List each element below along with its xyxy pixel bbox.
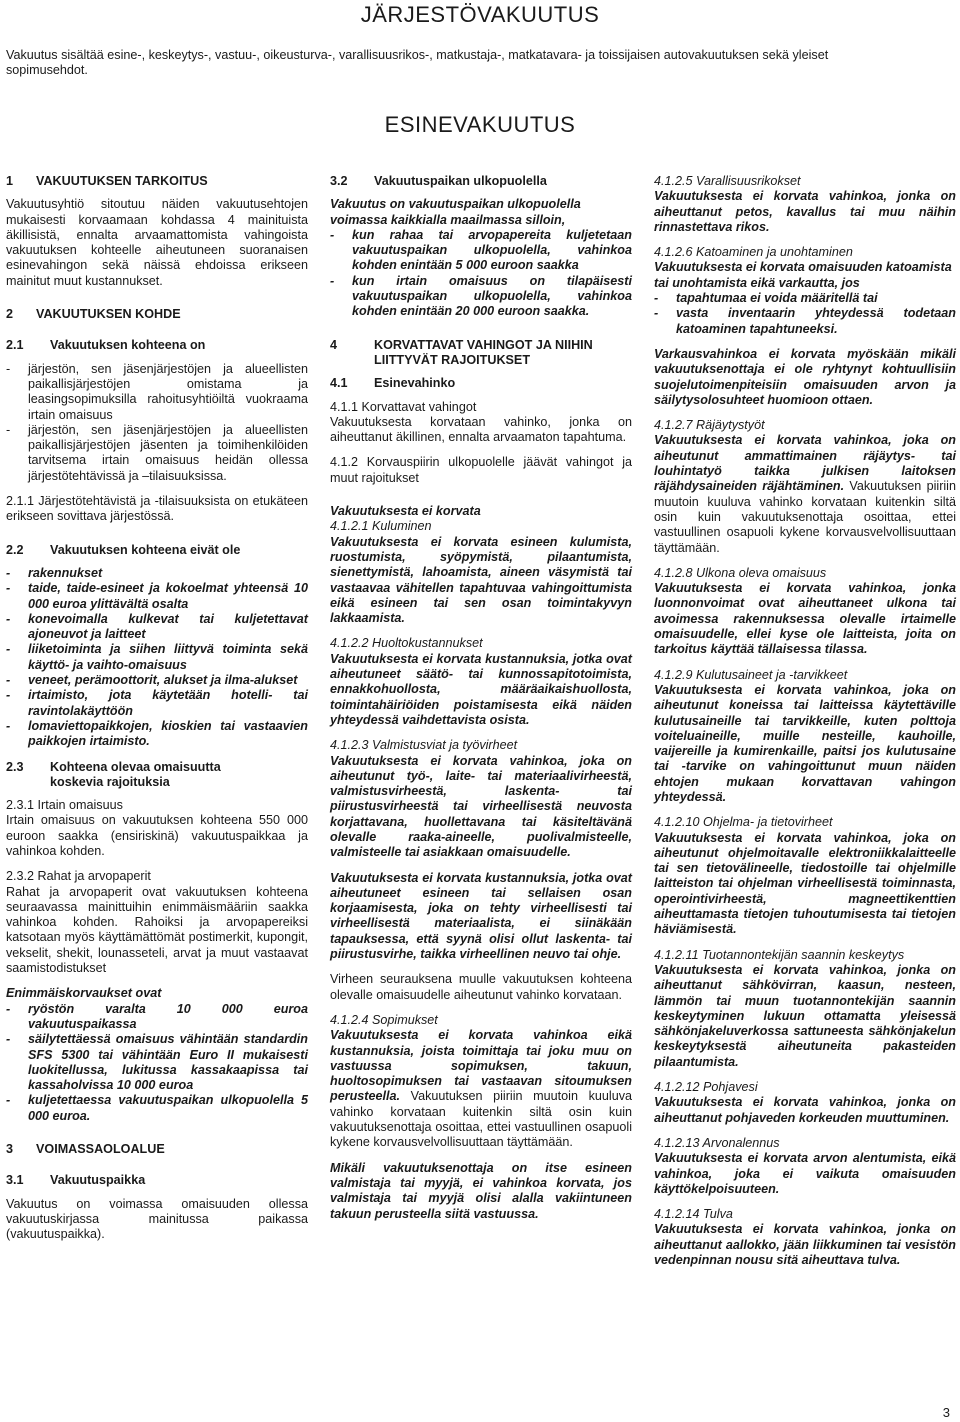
clause-4-1-2-10-heading: 4.1.2.10 Ohjelma- ja tietovirheet — [654, 815, 833, 830]
intro-text: Vakuutus sisältää esine-, keskeytys-, vastuu-, oikeusturva-, varallisuusrikos-, matkustaja-, matkatavara- ja toissijaisen autovakuutuksen sekä yleiset sopimusehdot. — [6, 48, 829, 77]
clause-2-3-2-heading: 2.3.2 Rahat ja arvopaperit — [6, 869, 151, 884]
clause-2-1-1: 2.1.1 Järjestötehtävistä ja -tilaisuuksista on etukäteen erikseen sovittava järjestössä. — [6, 494, 308, 524]
heading-3-1: 3.1 Vakuutuspaikka — [6, 1173, 146, 1188]
list-item: - vasta inventaarin yhteydessä todetaan katoaminen tapahtuneeksi. — [654, 306, 956, 337]
clause-4-1-2-2-text: Vakuutuksesta ei korvata kustannuksia, jotka ovat aiheutuneet säätö- tai kunnossapitotoimista, ennakkohuollosta, määräaikaishuollosta, toimintahäiriöiden poistamisesta eikä näiden yhteydessä vaihdettavista osista. — [330, 651, 632, 727]
list-item: - kun irtain omaisuus on tilapäisesti vakuutuspaikan ulkopuolella, vahinkoa kohden enintään 20 000 euroon saakka. — [330, 274, 632, 320]
page-number: 3 — [942, 1405, 950, 1420]
clause-4-1-2-14-heading: 4.1.2.14 Tulva — [654, 1207, 733, 1222]
list-item: - liiketoiminta ja siihen liittyvä toiminta sekä käyttö- ja vaihto-omaisuus — [6, 642, 308, 673]
clause-4-1-2-3-text-2: Vakuutuksesta ei korvata kustannuksia, jotka ovat aiheutuneet esineen tai sellaisen osan korjaamisesta, joka on tehty virheellisesti tai virheellisestä materiaalista, ei siinäkään tapauksessa, että syynä olisi ollut laskenta- tai piirustusvirhe, taikka virheellinen neuvo tai ohje. — [330, 870, 632, 962]
clause-2-3-1-heading: 2.3.1 Irtain omaisuus — [6, 798, 123, 813]
loss-list — [654, 291, 956, 337]
clause-4-1-2-11-heading: 4.1.2.11 Tuotannontekijän saannin keskeytys — [654, 947, 905, 962]
clause-4-1-2-13-text: Vakuutuksesta ei korvata arvon alentumista, eikä vahinkoa, joka ei vaikuta omaisuuden käyttökelpoisuuteen. — [654, 1151, 956, 1196]
clause-4-1-1-text: Vakuutuksesta korvataan vahinko, jonka on aiheuttanut äkillinen, ennalta arvaamaton tapahtuma. — [330, 414, 632, 445]
clause-4-1-2-7-heading: 4.1.2.7 Räjäytystyöt — [654, 418, 765, 433]
clause-4-1-2-8-text: Vakuutuksesta ei korvata vahinkoa, jonka luonnonvoimat ovat aiheuttaneet ulkona tai avoimessa rakennuksessa olevalle irtaimelle omaisuudelle, ellei kyse ole laitteista, joita on tarkoitus käyttää tällaisessa tilassa. — [654, 581, 956, 657]
section-title: ESINEVAKUUTUS — [384, 112, 576, 137]
list-item: - järjestön, sen jäsenjärjestöjen ja alueellisten paikallisjärjestöjen jäsenten ja toimihenkilöiden tarvitsema irtain omaisuus heidän ollessa järjestötehtävissä ja –tilaisuuksissa. — [6, 423, 308, 484]
insured-objects-list — [6, 362, 308, 484]
list-item: - konevoimalla kulkevat tai kuljetettavat ajoneuvot ja laitteet — [6, 612, 308, 643]
list-item: - ryöstön varalta 10 000 euroa vakuutuspaikassa — [6, 1002, 308, 1033]
clause-4-1-2-7-text: Vakuutuksesta ei korvata vahinkoa, joka on aiheutunut ammattimainen räjäytys- tai louhintatyö taikka julkisen laitoksen räjähdysaineiden räjähtäminen. Vakuutuksen piiriin muutoin kuuluva vahinko korvataan kuitenkin siltä osin kuin vakuutuksenottaja osoittaa, ettei vastuullinen osapuoli kykene korvausvelvollisuuttaan täyttämään. — [654, 433, 956, 555]
heading-2-3: 2.3 Kohteena olevaa omaisuutta koskevia rajoituksia — [6, 759, 221, 789]
clause-4-1-2-3-text: Vakuutuksesta ei korvata vahinkoa, joka on aiheutunut työ-, laite- tai materiaalivirheestä, valmistusvirheestä, laskenta- tai piirustusvirheestä tai virheellisestä neuvosta korjattavana, huollettavana tai käsiteltävänä olevalle raaka-aineelle, puolivalmisteelle, valmisteelle tai asiakkaan omaisuudelle. — [330, 753, 632, 860]
excluded-objects-list — [6, 566, 308, 750]
clause-4-1-2-5-heading: 4.1.2.5 Varallisuusrikokset — [654, 174, 801, 188]
clause-4-1-2-3-heading: 4.1.2.3 Valmistusviat ja työvirheet — [330, 738, 518, 753]
heading-4: 4 KORVATTAVAT VAHINGOT JA NIIHIN LIITTYVÄT RAJOITUKSET — [330, 337, 593, 367]
heading-1: 1 VAKUUTUKSEN TARKOITUS — [6, 174, 208, 188]
clause-2-3-1-text: Irtain omaisuus on vakuutuksen kohteena 550 000 euroon saakka (ensiriskinä) vakuutuspaikkaa ja vahinkoa kohden. — [6, 813, 308, 858]
clause-4-1-2-3-text-3: Virheen seurauksena muulle vakuutuksen kohteena olevalle omaisuudelle aiheutunut vahinko korvataan. — [330, 972, 632, 1002]
clause-4-1-2-4-heading: 4.1.2.4 Sopimukset — [330, 1012, 438, 1027]
list-item: - taide, taide-esineet ja kokoelmat yhteensä 10 000 euroa ylittävältä osalta — [6, 581, 308, 612]
clause-3-1-text: Vakuutus on voimassa omaisuuden ollessa vakuutuskirjassa mainitussa paikassa (vakuutuspaikka). — [6, 1196, 308, 1242]
clause-4-1-2-text: 4.1.2 Korvauspiirin ulkopuolelle jäävät vahingot ja muut rajoitukset — [330, 455, 632, 485]
list-item: - rakennukset — [6, 566, 308, 581]
clause-4-1-2-5-text: Vakuutuksesta ei korvata vahinkoa, jonka on aiheuttanut petos, kavallus tai muu näihin rinnastettava rikos. — [654, 189, 956, 234]
list-item: - kun rahaa tai arvopapereita kuljetetaan vakuutuspaikan ulkopuolella, vahinkoa kohden enintään 5 000 euroon saakka — [330, 228, 632, 274]
list-item: - kuljetettaessa vakuutuspaikan ulkopuolella 5 000 euroa. — [6, 1093, 308, 1124]
heading-4-1: 4.1 Esinevahinko — [330, 376, 456, 391]
clause-4-1-2-1-heading: 4.1.2.1 Kuluminen — [330, 519, 432, 534]
clause-3-2-lead: Vakuutus on vakuutuspaikan ulkopuolella voimassa kaikkialla maailmassa silloin, — [330, 197, 581, 227]
clause-4-1-2-9-text: Vakuutuksesta ei korvata vahinkoa, joka on aiheutunut koneissa tai laitteissa käytettäville kulutusaineille tai tarvikkeille, kuten polttoja voiteluaineille, muille nesteille, kauhoille, vaijereille ja kumirenkaille, paitsi jos kulutusaine tai -tarvike on vahingoittunut muun näiden ehtojen mukaan korvattavan vahingon yhteydessä. — [654, 682, 956, 804]
clause-4-1-2-4-text-2: Mikäli vakuutuksenottaja on itse esineen valmistaja tai myyjä, ei vahinkoa korvata, jos valmistaja tai myyjä olisi alalla vakiintuneen takuun perusteella siitä vastuussa. — [330, 1160, 632, 1221]
clause-4-1-2-10-text: Vakuutuksesta ei korvata vahinkoa, joka on aiheutunut ohjelmoitavalle elektroniikkalaitteelle tai sen tietovälineelle, tiedostoille tai ohjelmille laitteiston tai ohjelman virheellisestä toiminnasta, operointivirheestä, magneettikenttien aiheuttamasta tietojen tuhoutumisesta tai tietojen häviämisestä. — [654, 830, 956, 937]
heading-2-2: 2.2 Vakuutuksen kohteena eivät ole — [6, 542, 241, 557]
clause-4-1-1-heading: 4.1.1 Korvattavat vahingot — [330, 399, 477, 414]
clause-4-1-2-14-text: Vakuutuksesta ei korvata vahinkoa, jonka on aiheuttanut aallokko, jään liikkuminen tai vesistön vedenpinnan nousu sitä aiheuttava tulva. — [654, 1222, 956, 1267]
column-2 — [330, 174, 632, 1232]
max-compensation-heading: Enimmäiskorvaukset ovat — [6, 986, 162, 1001]
clause-4-1-2-9-heading: 4.1.2.9 Kulutusaineet ja -tarvikkeet — [654, 667, 848, 682]
not-compensated-heading: Vakuutuksesta ei korvata — [330, 504, 481, 519]
list-item: - säilytettäessä omaisuus vähintään standardin SFS 5300 tai vähintään Euro II mukaisesti luokitellussa, lukitussa kassakaapissa tai kassaholvissa 10 000 euroa — [6, 1032, 308, 1093]
list-item: - lomaviettopaikkojen, kioskien tai vastaavien paikkojen irtaimisto. — [6, 719, 308, 750]
clause-4-1-2-2-heading: 4.1.2.2 Huoltokustannukset — [330, 636, 483, 651]
heading-3: 3 VOIMASSAOLOALUE — [6, 1142, 165, 1157]
clause-4-1-2-11-text: Vakuutuksesta ei korvata vahinkoa, jonka on aiheuttanut sähkövirran, kaasun, nesteen, lämmön tai muun tuotannontekijän saannin keskeytyminen lukuun ottamatta yleisessä sähkönjakeluverkossa sattuneesta sähkönjakelun keskeytyksestä aiheutuneita pakasteiden pilaantumista. — [654, 962, 956, 1069]
column-1 — [6, 174, 308, 1253]
clause-4-1-2-1-text: Vakuutuksesta ei korvata esineen kulumista, ruostumista, syöpymistä, pilaantumista, sienettymistä, lahoamista, aineen väsymistä tai vastaavaa vähitellen tapahtuvaa vahingoittumista eikä esineen tai sen osan toimintakyvyn lakkaamista. — [330, 534, 632, 626]
clause-4-1-2-12-heading: 4.1.2.12 Pohjavesi — [654, 1080, 758, 1095]
list-item: - tapahtumaa ei voida määritellä tai — [654, 291, 956, 306]
purpose-text: Vakuutusyhtiö sitoutuu näiden vakuutusehtojen mukaisesti korvaamaan kohdassa 4 mainituista äkillisistä, ennalta arvaamattomista vahingoista vakuutuksen kohteelle aiheutuneen suoranaisen esinevahingon sekä näissä ehdoissa erikseen mainitut muut kustannukset. — [6, 197, 308, 288]
list-item: - irtaimisto, jota käytetään hotelli- tai ravintolakäyttöön — [6, 688, 308, 719]
clause-2-3-2-text: Rahat ja arvopaperit ovat vakuutuksen kohteena seuraavassa mainittuihin enimmäismääriin saakka vahinkoa kohden. Rahoiksi ja arvopapereiksi katsotaan myös käyttämättömät postimerkit, kupongit, vekselit, shekit, lounasseteli, arvat ja muut vastaavat saamistodistukset — [6, 884, 308, 976]
clause-4-1-2-4-text: Vakuutuksesta ei korvata vahinkoa eikä kustannuksia, joista toimittaja tai joku muu on vastuussa sopimuksen, takuun, huoltosopimuksen tai vastaavan sitoumuksen perusteella. Vakuutuksen piiriin muutoin kuuluva vahinko korvataan kuitenkin siltä osin kuin vakuutuksenottaja osoittaa, ettei vastuullinen osapuoli kykene korvausvelvollisuuttaan täyttämään. — [330, 1028, 632, 1150]
heading-2: 2 VAKUUTUKSEN KOHDE — [6, 307, 181, 322]
clause-4-1-2-6-lead: Vakuutuksesta ei korvata omaisuuden katoamista tai unohtamista eikä varkautta, jos — [654, 260, 952, 290]
heading-3-2: 3.2 Vakuutuspaikan ulkopuolella — [330, 174, 547, 188]
clause-4-1-2-6-text-2: Varkausvahinkoa ei korvata myöskään mikäli vakuutuksenottaja ei ole ryhtynyt kohtuullisiin suojelutoimenpiteisiin omaisuuden arvon ja säilytysolosuhteet huomioon ottaen. — [654, 346, 956, 407]
clause-4-1-2-6-heading: 4.1.2.6 Katoaminen ja unohtaminen — [654, 245, 853, 260]
clause-4-1-2-13-heading: 4.1.2.13 Arvonalennus — [654, 1135, 780, 1150]
page-title: JÄRJESTÖVAKUUTUS — [360, 2, 600, 27]
clause-4-1-2-8-heading: 4.1.2.8 Ulkona oleva omaisuus — [654, 565, 827, 580]
list-item: - veneet, perämoottorit, alukset ja ilma-alukset — [6, 673, 308, 688]
clause-4-1-2-12-text: Vakuutuksesta ei korvata vahinkoa, jonka on aiheuttanut pohjaveden korkeuden muuttuminen. — [654, 1095, 956, 1125]
column-3 — [654, 174, 956, 1278]
max-compensation-list — [6, 1002, 308, 1124]
heading-2-1: 2.1 Vakuutuksen kohteena on — [6, 338, 206, 353]
outside-premises-list — [330, 228, 632, 320]
list-item: - järjestön, sen jäsenjärjestöjen ja alueellisten paikallisjärjestöjen omistama ja leasingsopimuksilla rahoitusyhtiöiltä vuokraama irtain omaisuus — [6, 362, 308, 423]
